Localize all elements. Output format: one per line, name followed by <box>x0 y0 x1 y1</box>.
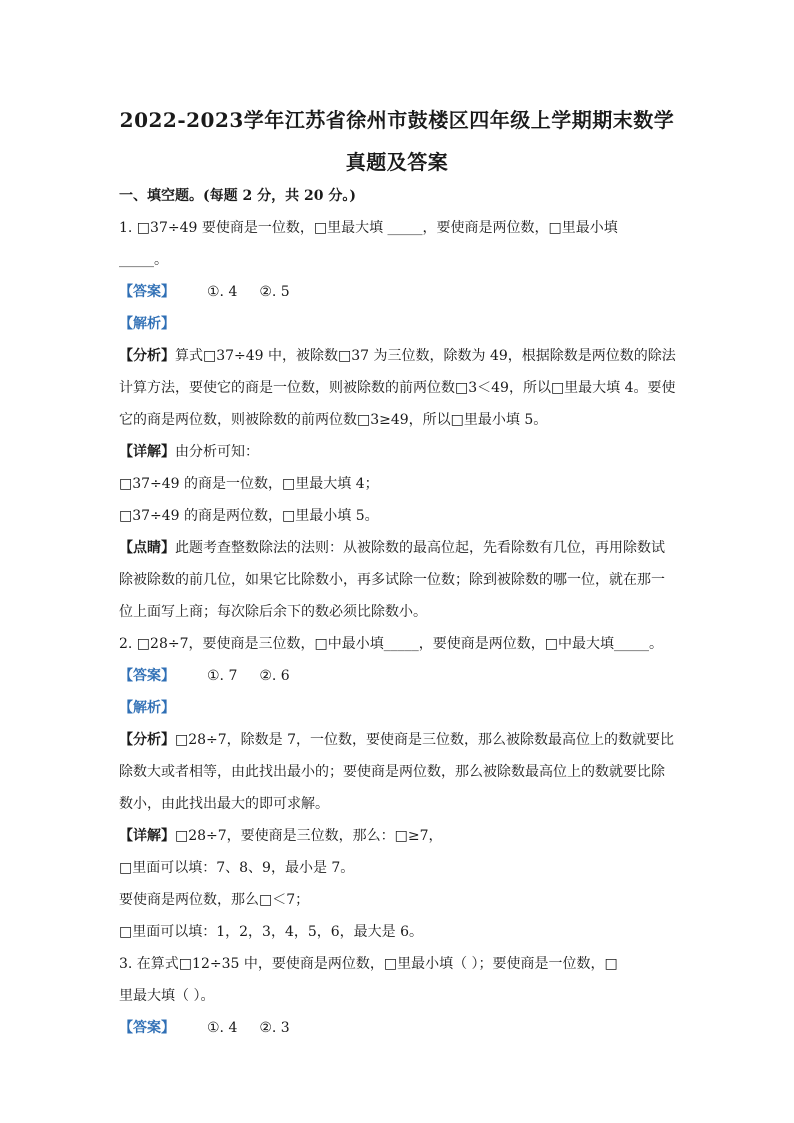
q1-text-line-2: _____。 <box>119 252 168 268</box>
q1-analysis-tag: 【解析】 <box>119 316 175 332</box>
q1-dianjing-line-2: 除被除数的前几位，如果它比除数小，再多试除一位数；除到被除数的哪一位，就在那一 <box>119 572 665 588</box>
q2-analysis-line <box>119 697 175 717</box>
q3-answer-tag: 【答案】 <box>119 1020 175 1036</box>
q1-dianjing-line-1 <box>119 537 665 557</box>
document-title-line-2: 真题及答案 <box>345 150 449 174</box>
q1-answer-tag: 【答案】 <box>119 284 175 300</box>
q1-xiangjie-line-3: □37÷49 的商是两位数，□里最小填 5。 <box>119 508 379 524</box>
q1-fenxi-line-2: 计算方法，要使它的商是一位数，则被除数的前两位数□3＜49，所以□里最大填 4。要使 <box>119 380 676 396</box>
q1-analysis-line <box>119 313 175 333</box>
q1-dianjing-tag: 【点睛】 <box>119 540 175 556</box>
q2-fenxi-line-3: 数小，由此找出最大的即可求解。 <box>119 796 329 812</box>
q1-answer-2: ②. 5 <box>259 284 290 300</box>
q2-xiangjie-tag: 【详解】 <box>119 828 175 844</box>
document-title-line-1: 2022-2023学年江苏省徐州市鼓楼区四年级上学期期末数学 <box>119 108 675 132</box>
q1-dianjing-line-3: 位上面写上商；每次除后余下的数必须比除数小。 <box>119 604 427 620</box>
q3-text-line-1: 3. 在算式□12÷35 中，要使商是两位数，□里最小填（ ）；要使商是一位数，□ <box>119 956 618 972</box>
q1-xiangjie-text-1: 由分析可知： <box>175 444 259 460</box>
q2-xiangjie-line-4: □里面可以填：1，2，3，4，5，6，最大是 6。 <box>119 924 424 940</box>
q1-answer-line <box>119 281 290 301</box>
q3-answer-1: ①. 4 <box>207 1020 238 1036</box>
q2-fenxi-tag: 【分析】 <box>119 732 175 748</box>
q2-xiangjie-line-3: 要使商是两位数，那么□＜7； <box>119 892 310 908</box>
q2-xiangjie-text-1: □28÷7，要使商是三位数，那么：□≥7， <box>175 828 443 844</box>
q1-fenxi-line-1 <box>119 345 676 365</box>
q2-xiangjie-line-2: □里面可以填：7、8、9，最小是 7。 <box>119 860 355 876</box>
q3-answer-2: ②. 3 <box>259 1020 290 1036</box>
q2-fenxi-line-1 <box>119 729 674 749</box>
q2-answer-2: ②. 6 <box>259 668 290 684</box>
q2-answer-line <box>119 665 290 685</box>
q2-fenxi-line-2: 除数大或者相等，由此找出最小的；要使商是两位数，那么被除数最高位上的数就要比除 <box>119 764 665 780</box>
q1-fenxi-tag: 【分析】 <box>119 348 175 364</box>
q3-answer-line <box>119 1017 290 1037</box>
q1-answer-1: ①. 4 <box>207 284 238 300</box>
q2-xiangjie-line-1 <box>119 825 443 845</box>
q1-fenxi-text-1: 算式□37÷49 中，被除数□37 为三位数，除数为 49，根据除数是两位数的除法 <box>175 348 676 364</box>
q2-text-line-1: 2. □28÷7，要使商是三位数，□中最小填_____，要使商是两位数，□中最大填_____。 <box>119 636 663 652</box>
q1-fenxi-line-3: 它的商是两位数，则被除数的前两位数□3≥49，所以□里最小填 5。 <box>119 412 548 428</box>
q1-text-line-1: 1. □37÷49 要使商是一位数，□里最大填 _____，要使商是两位数，□里最小填 <box>119 220 618 236</box>
q1-xiangjie-tag: 【详解】 <box>119 444 175 460</box>
q1-xiangjie-line-1 <box>119 441 259 461</box>
q1-dianjing-text-1: 此题考查整数除法的法则：从被除数的最高位起，先看除数有几位，再用除数试 <box>175 540 665 556</box>
q3-text-line-2: 里最大填（ ）。 <box>119 988 215 1004</box>
q2-analysis-tag: 【解析】 <box>119 700 175 716</box>
q2-fenxi-text-1: □28÷7，除数是 7，一位数，要使商是三位数，那么被除数最高位上的数就要比 <box>175 732 675 748</box>
q2-answer-tag: 【答案】 <box>119 668 175 684</box>
section-heading: 一、填空题。(每题 2 分，共 20 分。) <box>119 188 356 204</box>
q1-xiangjie-line-2: □37÷49 的商是一位数，□里最大填 4； <box>119 476 379 492</box>
q2-answer-1: ①. 7 <box>207 668 238 684</box>
